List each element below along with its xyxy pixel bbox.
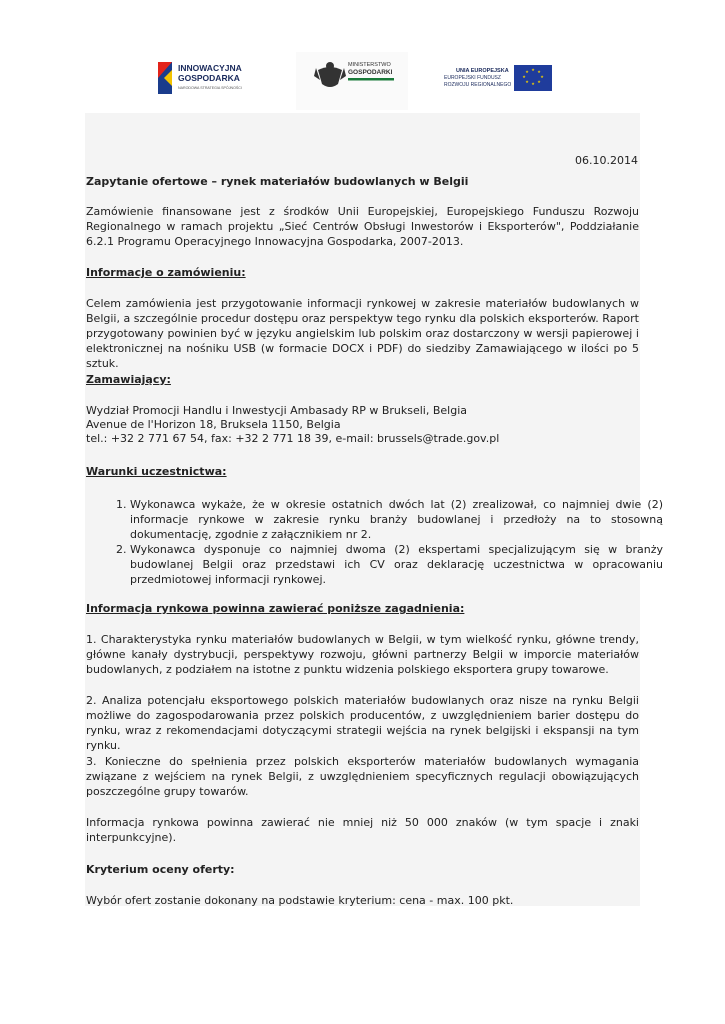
svg-text:UNIA EUROPEJSKA: UNIA EUROPEJSKA <box>456 68 509 74</box>
svg-text:★: ★ <box>522 74 526 79</box>
svg-text:GOSPODARKA: GOSPODARKA <box>178 73 240 83</box>
document-title: Zapytanie ofertowe – rynek materiałów budowlanych w Belgii <box>86 175 469 188</box>
svg-text:★: ★ <box>531 81 535 86</box>
condition-item: 1. Wykonawca wykaże, że w okresie ostatnich dwóch lat (2) zrealizował, co najmniej dwie (2) informacje rynkowe w zakresie rynku branży budowlanej i przedłoży na to stosowną dokumentację, zgodnie z załącznikiem nr 2. <box>130 497 663 542</box>
svg-text:ROZWOJU REGIONALNEGO: ROZWOJU REGIONALNEGO <box>444 82 512 88</box>
section-heading-conditions: Warunki uczestnictwa: <box>86 465 227 478</box>
logo-bar <box>0 52 725 114</box>
svg-text:★: ★ <box>537 69 541 74</box>
buyer-contact: tel.: +32 2 771 67 54, fax: +32 2 771 18 39, e-mail: brussels@trade.gov.pl <box>86 432 500 445</box>
svg-text:★: ★ <box>531 67 535 72</box>
section-heading-order-info: Informacje o zamówieniu: <box>86 266 246 279</box>
ministry-of-economy-logo <box>296 52 408 110</box>
svg-text:★: ★ <box>525 69 529 74</box>
order-info-paragraph: Celem zamówienia jest przygotowanie informacji rynkowej w zakresie materiałów budowlanych w Belgii, a szczególnie procedur dostępu oraz perspektyw tego rynku dla polskich eksporterów. Raport przygotowany powinien być w języku angielskim lub polskim oraz dostarczony w wersji papierowej i elektronicznej na nośniku USB (w formacie DOCX i PDF) do siedziby Zamawiającego w ilości po 5 sztuk. <box>86 297 639 370</box>
innovative-economy-logo <box>156 58 268 98</box>
buyer-name: Wydział Promocji Handlu i Inwestycji Ambasady RP w Brukseli, Belgia <box>86 404 468 417</box>
market-point-2: 2. Analiza potencjału eksportowego polskich materiałów budowlanych oraz nisze na rynku Belgii możliwe do zagospodarowania przez polskich producentów, z uwzględnieniem barier dostępu do rynku, wraz z rekomendacjami dotyczącymi strategii wejścia na rynek belgijski i ekspansji na tym rynku. <box>86 694 639 752</box>
svg-text:INNOWACYJNA: INNOWACYJNA <box>178 63 242 73</box>
eu-fund-logo <box>442 64 554 92</box>
section-heading-criteria: Kryterium oceny oferty: <box>86 863 235 876</box>
svg-text:EUROPEJSKI FUNDUSZ: EUROPEJSKI FUNDUSZ <box>444 75 501 81</box>
conditions-list <box>106 497 663 587</box>
market-point-3: 3. Konieczne do spełnienia przez polskich eksporterów materiałów budowlanych wymagania związane z wejściem na rynek Belgii, z uwzględnieniem specyficznych regulacji obowiązujących poszczególne grupy towarów. <box>86 755 639 798</box>
criteria-text: Wybór ofert zostanie dokonany na podstawie kryterium: cena - max. 100 pkt. <box>86 894 514 907</box>
buyer-address: Avenue de l'Horizon 18, Bruksela 1150, Belgia <box>86 418 341 431</box>
svg-text:★: ★ <box>525 79 529 84</box>
svg-text:★: ★ <box>540 74 544 79</box>
svg-text:MINISTERSTWO: MINISTERSTWO <box>348 62 391 68</box>
section-heading-buyer: Zamawiający: <box>86 373 171 386</box>
condition-item: 2. Wykonawca dysponuje co najmniej dwoma (2) ekspertami specjalizującym się w branży budowlanej Belgii oraz przedstawi ich CV oraz deklarację uczestnictwa w opracowaniu przedmiotowej informacji rynkowej. <box>130 542 663 587</box>
svg-text:NARODOWA STRATEGIA SPÓJNOŚCI: NARODOWA STRATEGIA SPÓJNOŚCI <box>178 86 242 90</box>
svg-text:GOSPODARKI: GOSPODARKI <box>348 69 393 76</box>
market-point-1: 1. Charakterystyka rynku materiałów budowlanych w Belgii, w tym wielkość rynku, główne trendy, główne kanały dystrybucji, perspektywy rozwoju, główni partnerzy Belgii w imporcie materiałów budowlanych, z podziałem na istotne z punktu widzenia polskiego eksportera grupy towarowe. <box>86 633 639 676</box>
market-length-requirement: Informacja rynkowa powinna zawierać nie mniej niż 50 000 znaków (w tym spacje i znaki interpunkcyjne). <box>86 816 639 844</box>
section-heading-market-info: Informacja rynkowa powinna zawierać poniższe zagadnienia: <box>86 602 465 615</box>
svg-text:★: ★ <box>537 79 541 84</box>
document-date: 06.10.2014 <box>575 154 638 167</box>
intro-paragraph: Zamówienie finansowane jest z środków Unii Europejskiej, Europejskiego Funduszu Rozwoju Regionalnego w ramach projektu „Sieć Centrów Obsługi Inwestorów i Eksporterów", Poddziałanie 6.2.1 Programu Operacyjnego Innowacyjna Gospodarka, 2007-2013. <box>86 205 639 248</box>
